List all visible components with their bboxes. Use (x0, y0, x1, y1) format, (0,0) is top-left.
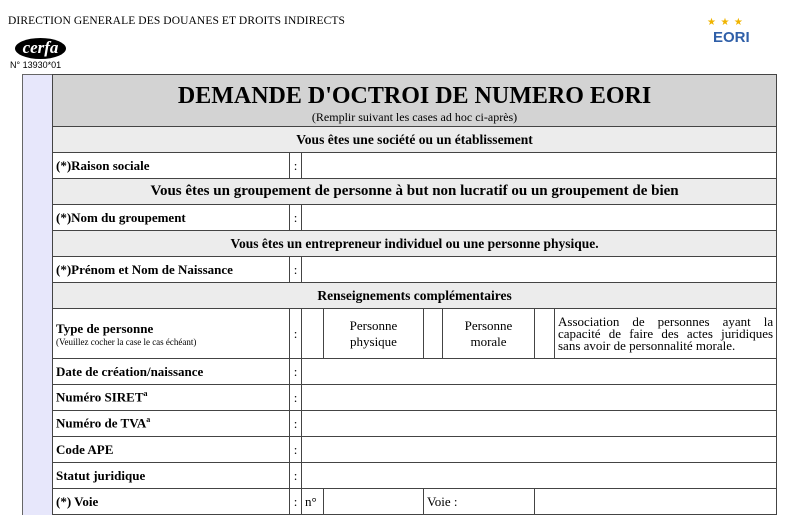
voie-field-label: Voie : (424, 489, 535, 515)
raison-sociale-label: (*)Raison sociale (53, 153, 290, 179)
eori-logo-text: EORI (713, 29, 750, 46)
statut-field[interactable] (302, 463, 777, 489)
colon: : (290, 359, 302, 385)
footnote-mark: a (143, 389, 148, 399)
colon: : (290, 411, 302, 437)
cerfa-number: N° 13930*01 (10, 60, 62, 70)
eori-logo (705, 17, 763, 47)
footnote-mark: a (146, 415, 151, 425)
checkbox-personne-physique[interactable] (302, 309, 324, 359)
prenom-nom-field[interactable] (302, 257, 777, 283)
checkbox-personne-morale[interactable] (424, 309, 443, 359)
ape-field[interactable] (302, 437, 777, 463)
section-individual: Vous êtes un entrepreneur individuel ou une personne physique. (53, 231, 777, 257)
eori-stars-icon: ★ ★ ★ (707, 17, 744, 28)
checkbox-association[interactable] (535, 309, 555, 359)
agency-name: DIRECTION GENERALE DES DOUANES ET DROITS INDIRECTS (8, 15, 345, 27)
nom-groupement-field[interactable] (302, 205, 777, 231)
left-margin-bar (22, 74, 52, 515)
siret-label-cell (53, 385, 290, 411)
numero-label: n° (302, 489, 324, 515)
section-extra: Renseignements complémentaires (53, 283, 777, 309)
date-label: Date de création/naissance (53, 359, 290, 385)
colon: : (290, 437, 302, 463)
nom-groupement-label: (*)Nom du groupement (53, 205, 290, 231)
eori-form (52, 74, 777, 515)
date-field[interactable] (302, 359, 777, 385)
option-association: Association de personnes ayant la capacité de faire des actes juridiques sans avoir de personnalité morale. (555, 309, 777, 359)
raison-sociale-field[interactable] (302, 153, 777, 179)
section-company: Vous êtes une société ou un établissement (53, 127, 777, 153)
option-personne-physique: Personne physique (324, 309, 424, 359)
option-personne-morale: Personne morale (443, 309, 535, 359)
form-title: DEMANDE D'OCTROI DE NUMERO EORI (177, 82, 652, 109)
colon: : (290, 385, 302, 411)
ape-label: Code APE (53, 437, 290, 463)
tva-label: Numéro de TVA (56, 415, 147, 431)
colon: : (290, 309, 302, 359)
siret-label: Numéro SIRET (56, 389, 144, 405)
colon: : (290, 153, 302, 179)
siret-field[interactable] (302, 385, 777, 411)
tva-field[interactable] (302, 411, 777, 437)
tva-label-cell (53, 411, 290, 437)
statut-label: Statut juridique (53, 463, 290, 489)
type-personne-cell (53, 309, 290, 359)
colon: : (290, 463, 302, 489)
colon: : (290, 257, 302, 283)
colon: : (290, 205, 302, 231)
section-group: Vous êtes un groupement de personne à but non lucratif ou un groupement de bien (53, 179, 777, 205)
type-personne-label: Type de personne (56, 320, 154, 336)
cerfa-logo: cerfa (15, 38, 66, 59)
prenom-nom-label: (*)Prénom et Nom de Naissance (53, 257, 290, 283)
type-personne-hint: (Veuillez cocher la case le cas échéant) (56, 336, 197, 347)
voie-label: (*) Voie (53, 489, 290, 515)
form-title-block (53, 75, 777, 127)
colon: : (290, 489, 302, 515)
form-subtitle: (Remplir suivant les cases ad hoc ci-après) (311, 109, 518, 124)
